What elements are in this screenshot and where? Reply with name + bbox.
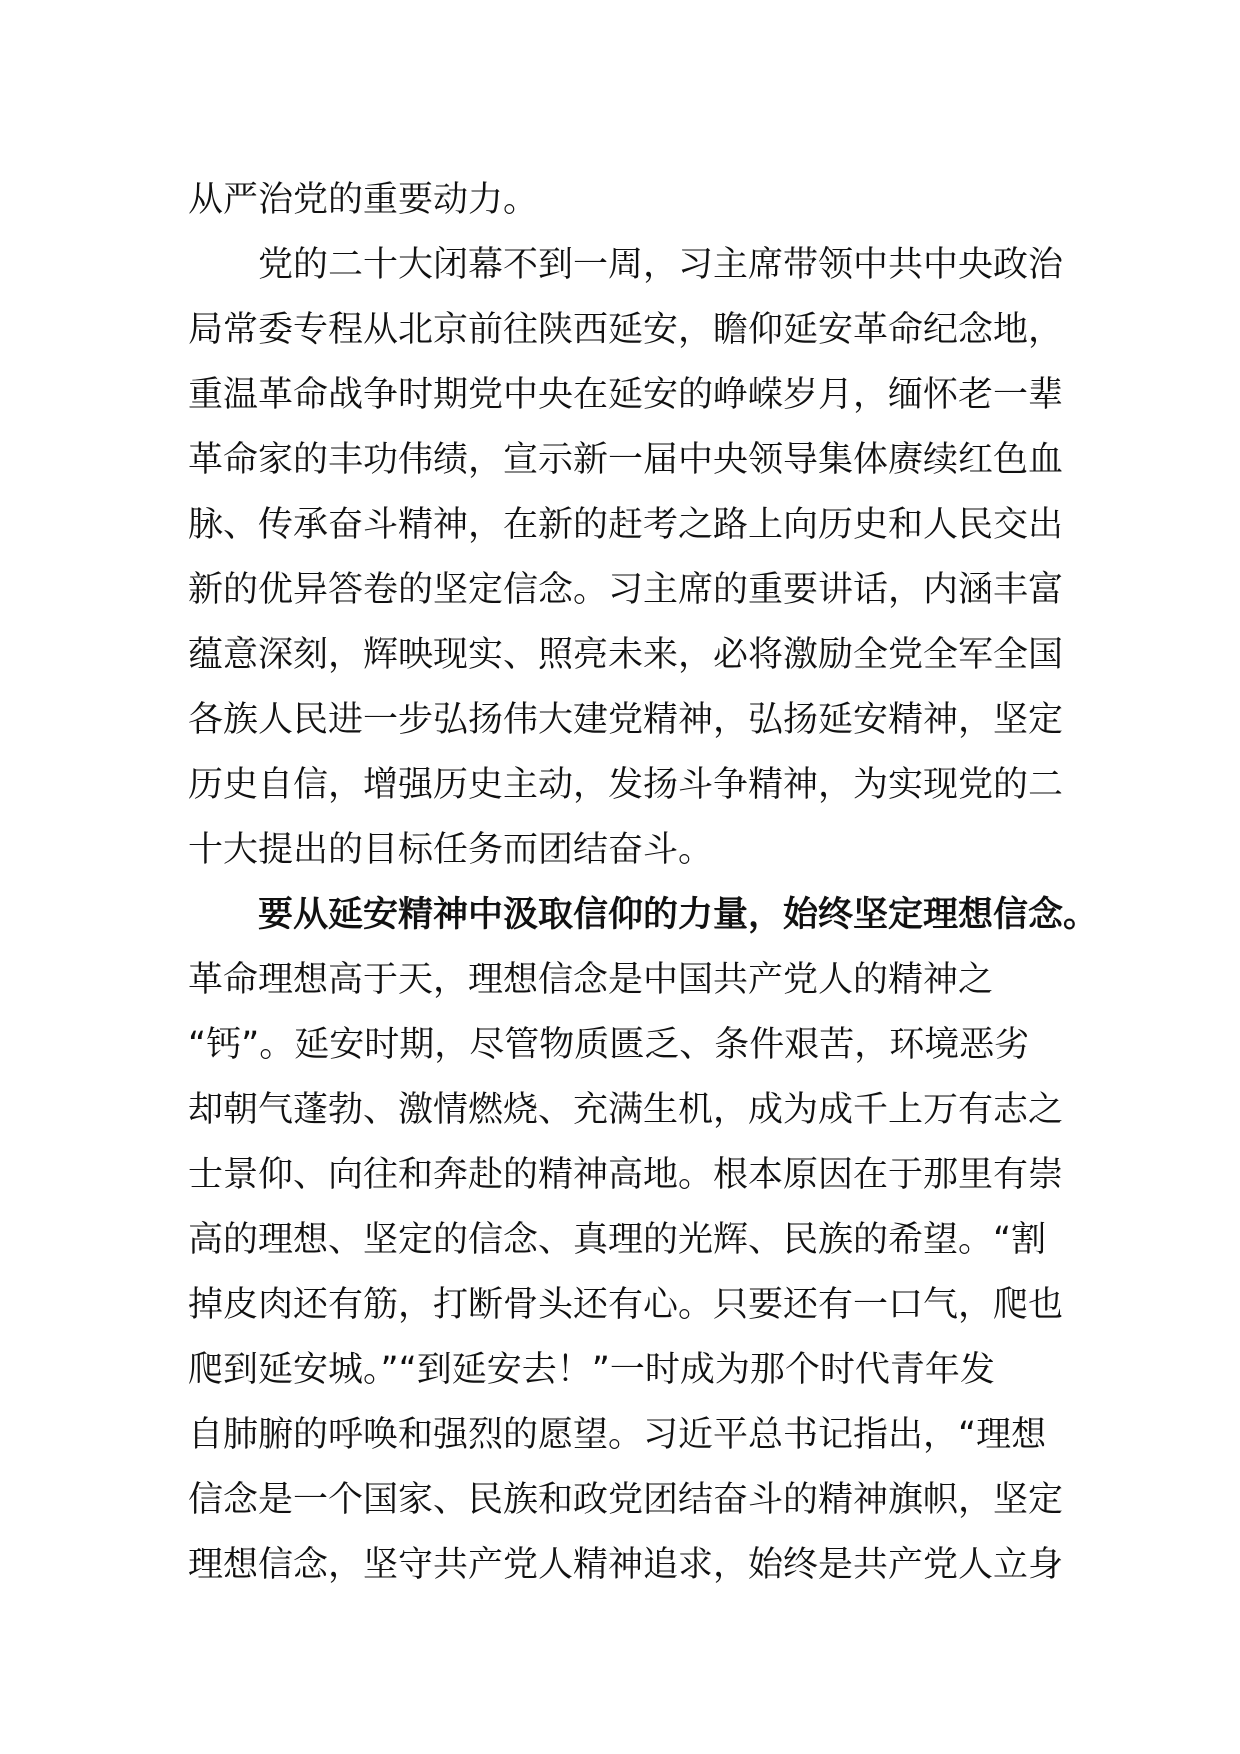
text-line: 革命家的丰功伟绩，宣示新一届中央领导集体赓续红色血 xyxy=(188,440,1064,480)
paragraph-start-line: 党的二十大闭幕不到一周，习主席带领中共中央政治 xyxy=(258,245,1064,285)
text-line: 重温革命战争时期党中央在延安的峥嵘岁月，缅怀老一辈 xyxy=(188,375,1064,415)
text-line: 蕴意深刻，辉映现实、照亮未来，必将激励全党全军全国 xyxy=(188,635,1064,675)
text-line: 理想信念，坚守共产党人精神追求，始终是共产党人立身 xyxy=(188,1545,1064,1585)
text-line: 历史自信，增强历史主动，发扬斗争精神，为实现党的二 xyxy=(188,765,1064,805)
text-line: 新的优异答卷的坚定信念。习主席的重要讲话，内涵丰富 xyxy=(188,570,1064,610)
text-line: 信念是一个国家、民族和政党团结奋斗的精神旗帜，坚定 xyxy=(188,1480,1064,1520)
text-line: “钙”。延安时期，尽管物质匮乏、条件艰苦，环境恶劣 xyxy=(188,1025,1030,1065)
text-line: 各族人民进一步弘扬伟大建党精神，弘扬延安精神，坚定 xyxy=(188,700,1064,740)
document-body xyxy=(188,168,1099,1598)
text-line: 自肺腑的呼唤和强烈的愿望。习近平总书记指出，“理想 xyxy=(188,1415,1047,1455)
text-line: 局常委专程从北京前往陕西延安，瞻仰延安革命纪念地， xyxy=(188,310,1064,350)
text-line: 士景仰、向往和奔赴的精神高地。根本原因在于那里有崇 xyxy=(188,1155,1064,1195)
text-line: 革命理想高于天，理想信念是中国共产党人的精神之 xyxy=(188,960,994,1000)
text-line: 却朝气蓬勃、激情燃烧、充满生机，成为成千上万有志之 xyxy=(188,1090,1064,1130)
text-line: 从严治党的重要动力。 xyxy=(188,180,539,220)
text-line: 爬到延安城。”“到延安去！”一时成为那个时代青年发 xyxy=(188,1350,995,1390)
text-line: 脉、传承奋斗精神，在新的赶考之路上向历史和人民交出 xyxy=(188,505,1064,545)
text-line: 掉皮肉还有筋，打断骨头还有心。只要还有一口气，爬也 xyxy=(188,1285,1064,1325)
text-line: 十大提出的目标任务而团结奋斗。 xyxy=(188,830,714,870)
text-line: 高的理想、坚定的信念、真理的光辉、民族的希望。“割 xyxy=(188,1220,1047,1260)
section-heading: 要从延安精神中汲取信仰的力量，始终坚定理想信念。 xyxy=(258,895,1099,935)
